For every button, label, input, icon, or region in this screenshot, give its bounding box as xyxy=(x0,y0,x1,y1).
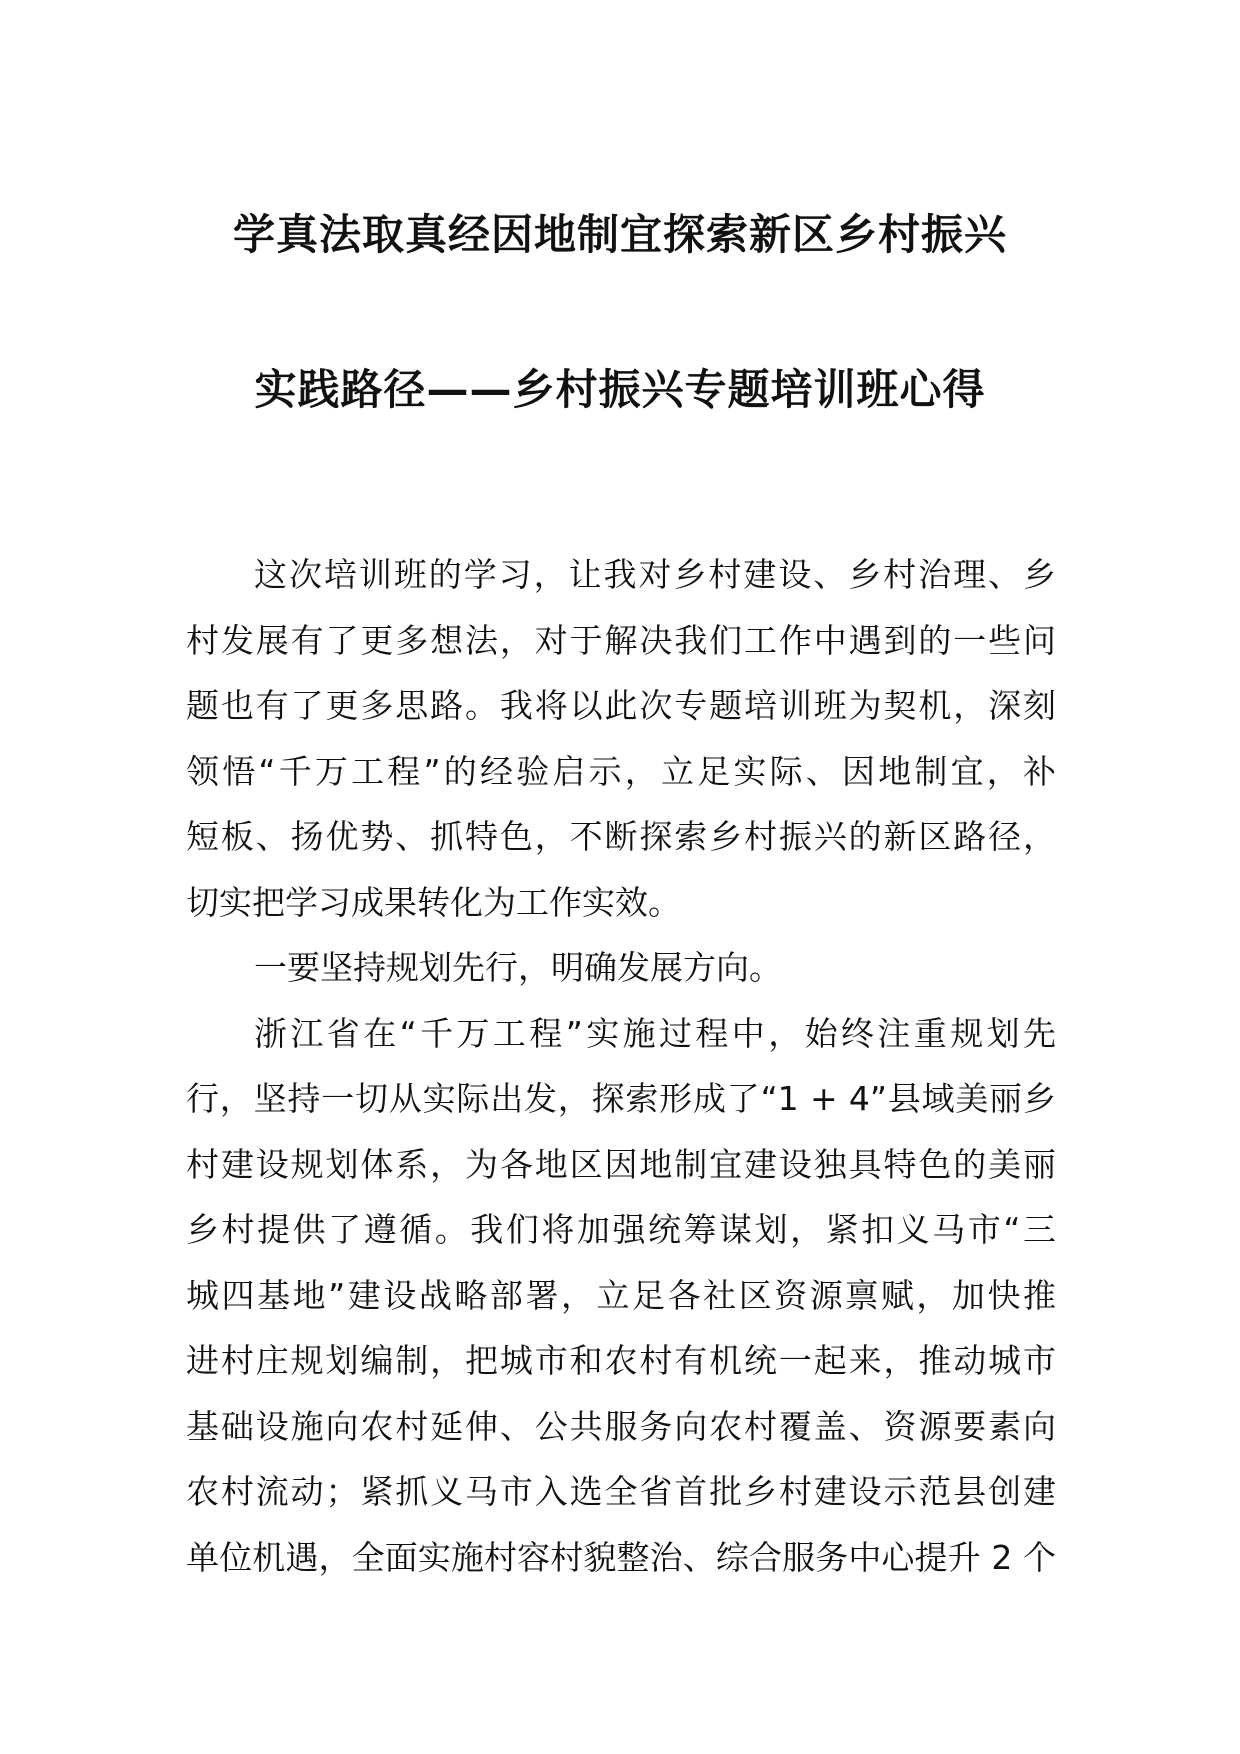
document-title-line-2: 实践路径——乡村振兴专题培训班心得 xyxy=(254,365,986,414)
section-heading: 一要坚持规划先行，明确发展方向。 xyxy=(254,948,782,987)
paragraph-2-line: 农村流动；紧抓义马市入选全省首批乡村建设示范县创建 xyxy=(186,1472,1056,1511)
paragraph-1-line: 短板、扬优势、抓特色，不断探索乡村振兴的新区路径， xyxy=(186,817,1056,856)
paragraph-1-line: 领悟“千万工程”的经验启示，立足实际、因地制宜，补 xyxy=(186,751,1056,791)
paragraph-2-line: 城四基地”建设战略部署，立足各社区资源禀赋，加快推 xyxy=(186,1275,1056,1315)
document-body xyxy=(186,542,1056,1590)
paragraph-2-line: 单位机遇，全面实施村容村貌整治、综合服务中心提升 2 个 xyxy=(186,1537,1056,1577)
paragraph-2-line: 基础设施向农村延伸、公共服务向农村覆盖、资源要素向 xyxy=(186,1406,1056,1446)
paragraph-1-line: 村发展有了更多想法，对于解决我们工作中遇到的一些问 xyxy=(186,620,1056,660)
paragraph-2-line: 进村庄规划编制，把城市和农村有机统一起来，推动城市 xyxy=(186,1341,1056,1380)
paragraph-2-line: 乡村提供了遵循。我们将加强统筹谋划，紧扣义马市“三 xyxy=(186,1210,1056,1249)
paragraph-2-line: 村建设规划体系，为各地区因地制宜建设独具特色的美丽 xyxy=(186,1144,1056,1184)
document-title-line-1: 学真法取真经因地制宜探索新区乡村振兴 xyxy=(232,210,1007,259)
paragraph-2-line: 行，坚持一切从实际出发，探索形成了“1 + 4”县域美丽乡 xyxy=(186,1079,1056,1118)
paragraph-1-line: 题也有了更多思路。我将以此次专题培训班为契机，深刻 xyxy=(186,686,1056,725)
paragraph-1-line: 这次培训班的学习，让我对乡村建设、乡村治理、乡 xyxy=(254,555,1056,594)
paragraph-1-line: 切实把学习成果转化为工作实效。 xyxy=(186,882,681,922)
paragraph-2-line: 浙江省在“千万工程”实施过程中，始终注重规划先 xyxy=(254,1013,1056,1053)
